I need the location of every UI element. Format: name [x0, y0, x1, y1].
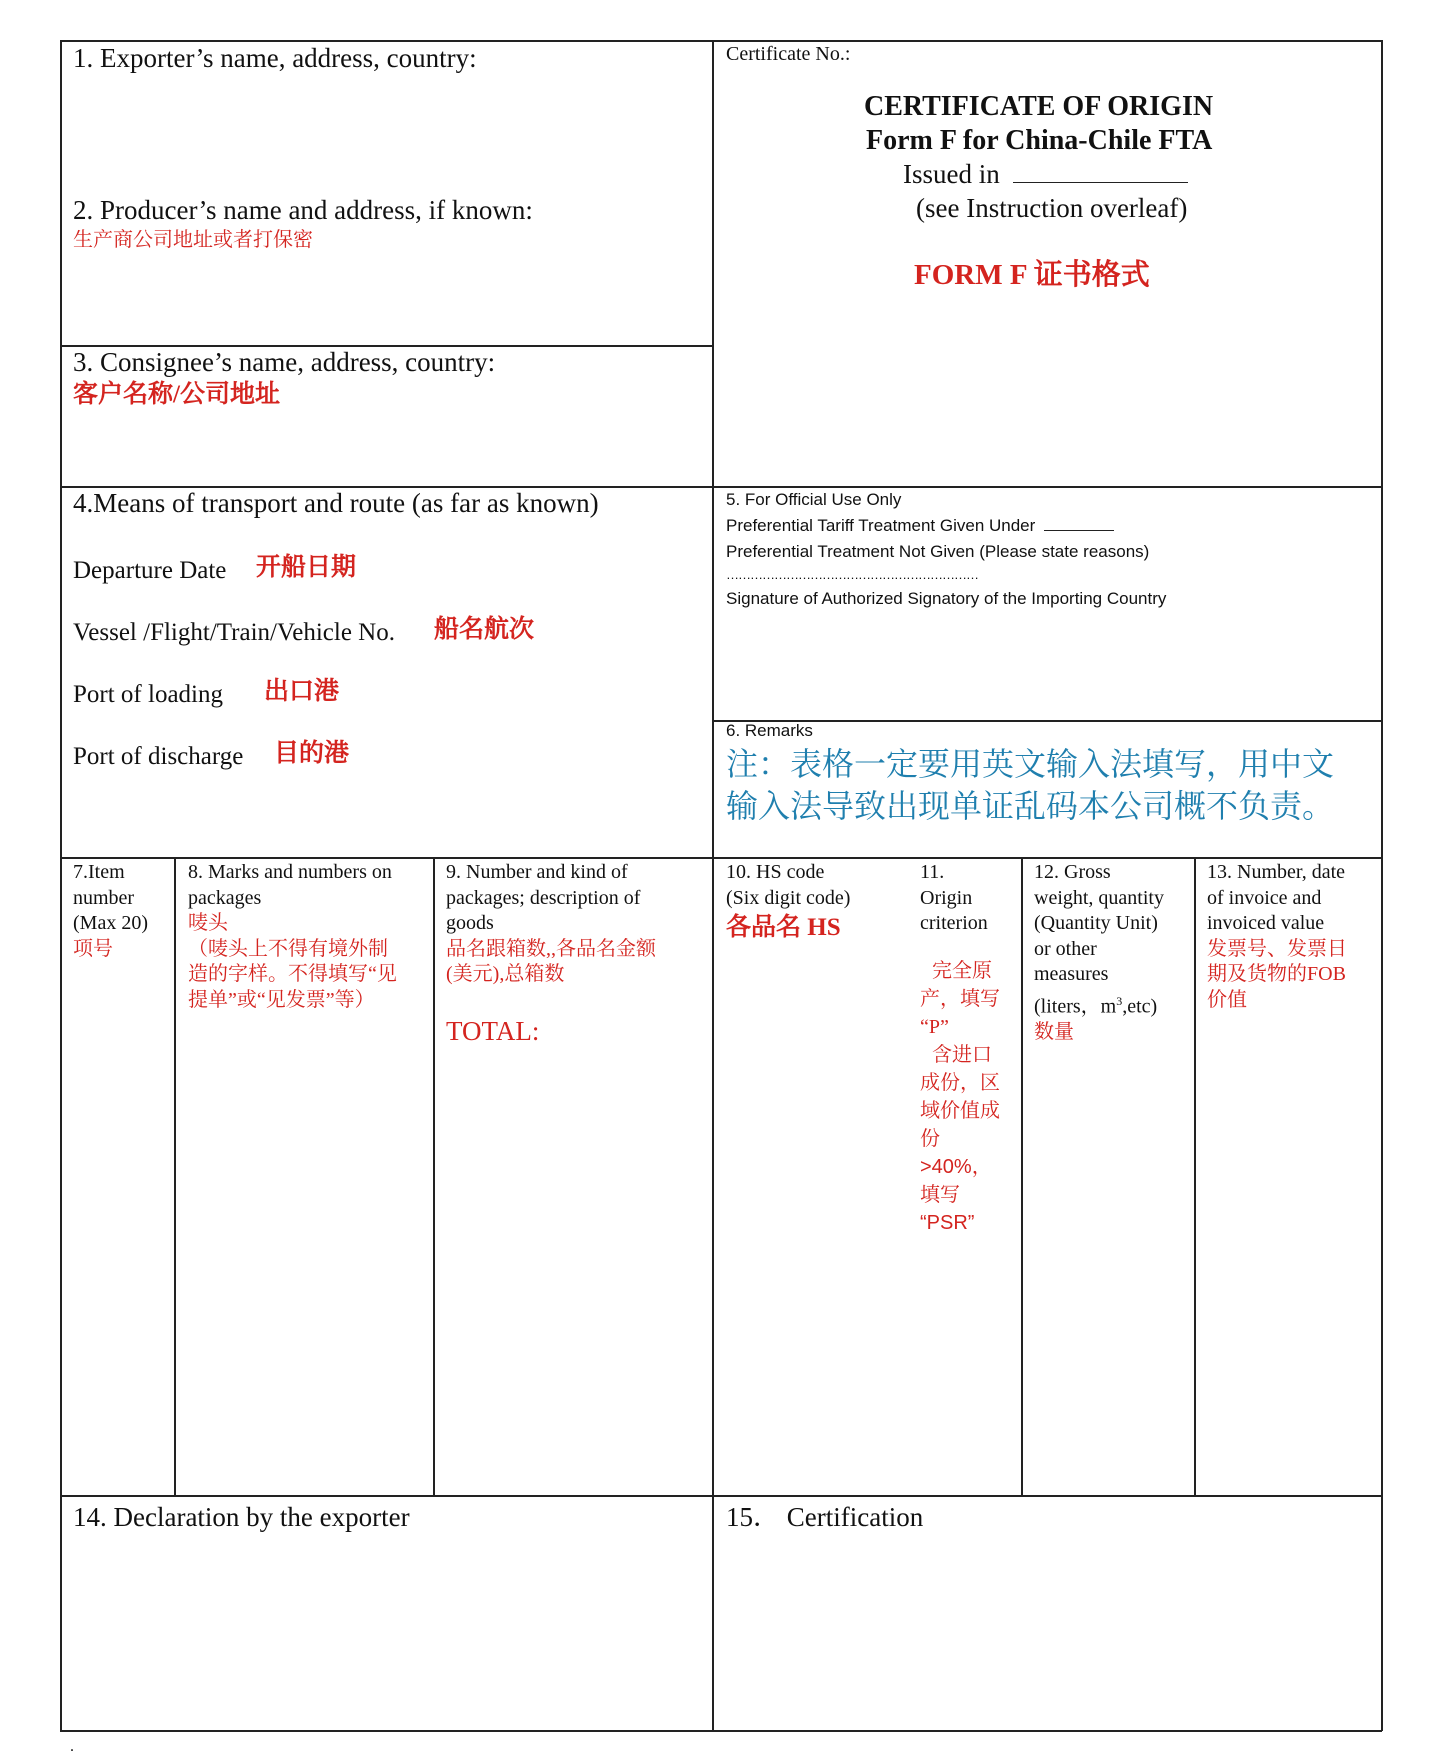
col8-note1: 唛头 [188, 912, 228, 935]
col13-note2: 期及货物的FOB [1207, 963, 1346, 986]
remarks-note-line1: 注：表格一定要用英文输入法填写，用中文 [726, 746, 1335, 782]
issued-in-blank [1013, 182, 1188, 183]
rule-left [60, 40, 62, 1731]
box2-label: 2. Producer’s name and address, if known: [73, 195, 533, 225]
importing-signature-label: Signature of Authorized Signatory of the Importing Country [726, 589, 1167, 608]
col9-note2: (美元),总箱数 [446, 963, 565, 986]
rule-middle [712, 40, 714, 1731]
rule-top [60, 40, 1382, 42]
rule-col12-13 [1194, 857, 1196, 1495]
box14-label: 14. Declaration by the exporter [73, 1502, 410, 1532]
certificate-number-label: Certificate No.: [726, 43, 851, 65]
col12-line1: 12. Gross [1034, 861, 1111, 883]
col9-note1: 品名跟箱数,,各品名金额 [446, 937, 656, 960]
issued-in-row [903, 160, 1188, 190]
col13-line2: of invoice and [1207, 886, 1322, 909]
col11-note10: “PSR” [920, 1212, 975, 1234]
col8-line1: 8. Marks and numbers on [188, 861, 392, 883]
col13-line1: 13. Number, date [1207, 861, 1346, 883]
col11-line2: Origin [920, 886, 973, 909]
col7-line3: (Max 20) [73, 912, 148, 935]
col7-note: 项号 [73, 937, 113, 960]
col11-note5: 成份，区 [920, 1072, 1000, 1094]
col7-line1: 7.Item [73, 861, 125, 883]
col9-line3: goods [446, 912, 494, 935]
col10-line2: (Six digit code) [726, 886, 851, 909]
col7-line2: number [73, 886, 135, 909]
col12-note: 数量 [1034, 1021, 1074, 1044]
col11-line3: criterion [920, 912, 988, 935]
issued-in-label: Issued in [903, 159, 1000, 189]
col8-header [188, 860, 397, 1014]
col11-note7: 份 [920, 1128, 940, 1150]
rule-bottom [60, 1730, 1382, 1732]
rule-col8-9 [433, 857, 435, 1495]
col12-header [1034, 860, 1164, 1046]
departure-date-note: 开船日期 [256, 554, 357, 581]
certificate-subtitle: Form F for China-Chile FTA [866, 125, 1213, 156]
col13-note3: 价值 [1207, 988, 1247, 1011]
form-format-note: FORM F 证书格式 [914, 259, 1150, 291]
col12-line2: weight, quantity [1034, 886, 1164, 909]
box1-label: 1. Exporter’s name, address, country: [73, 43, 477, 73]
box15-label: 15． Certification [726, 1502, 924, 1532]
col11-note1: 完全原 [932, 960, 992, 982]
col9-header [446, 860, 656, 988]
vessel-note: 船名航次 [434, 616, 535, 643]
rule-right [1381, 40, 1383, 1731]
col12-line6-a: (liters，m [1034, 995, 1117, 1018]
rule-box6-top [713, 720, 1382, 722]
instruction-note: (see Instruction overleaf) [916, 193, 1188, 223]
box3-label: 3. Consignee’s name, address, country: [73, 347, 496, 377]
col11-note6: 域价值成 [920, 1100, 1000, 1122]
col9-total: TOTAL: [446, 1016, 540, 1046]
col12-line6 [1034, 994, 1164, 1020]
col11-note4: 含进口 [932, 1044, 992, 1066]
vessel-label: Vessel /Flight/Train/Vehicle No. [73, 619, 395, 646]
port-discharge-note: 目的港 [274, 740, 350, 767]
box3-note: 客户名称/公司地址 [73, 381, 280, 408]
box6-label: 6. Remarks [726, 721, 813, 740]
port-discharge-label: Port of discharge [73, 743, 244, 770]
col12-line6-b: ,etc) [1122, 995, 1158, 1018]
col11-header [920, 860, 988, 937]
rule-table-bottom [60, 1495, 1382, 1497]
col11-note [920, 957, 1000, 1237]
box4-label: 4.Means of transport and route (as far as known) [73, 488, 599, 518]
col12-line6-sup: 3 [1116, 993, 1123, 1008]
port-loading-note: 出口港 [264, 678, 340, 705]
tariff-given-row [726, 517, 1114, 536]
signature-dots: ……………………………………………………… [726, 567, 978, 582]
col13-line3: invoiced value [1207, 912, 1325, 935]
remarks-note-line2: 输入法导致出现单证乱码本公司概不负责。 [726, 788, 1335, 824]
col8-note3: 造的字样。不得填写“见 [188, 963, 397, 986]
box2-note: 生产商公司地址或者打保密 [73, 229, 313, 251]
col11-note3: “P” [920, 1016, 949, 1038]
port-loading-label: Port of loading [73, 681, 223, 708]
footer-mark: . [70, 1738, 74, 1755]
col11-note2: 产，填写 [920, 988, 1000, 1010]
col11-note8: >40%， [920, 1156, 992, 1178]
col7-header [73, 860, 148, 962]
col9-line1: 9. Number and kind of [446, 861, 628, 883]
col13-note1: 发票号、发票日 [1207, 937, 1347, 960]
col9-line2: packages; description of [446, 886, 641, 909]
rule-col7-8 [174, 857, 176, 1495]
rule-col11-12 [1021, 857, 1023, 1495]
certificate-title: CERTIFICATE OF ORIGIN [864, 91, 1214, 122]
col8-note2: （唛头上不得有境外制 [188, 937, 388, 960]
col12-line3: (Quantity Unit) [1034, 912, 1158, 935]
col8-line2: packages [188, 886, 262, 909]
rule-table-top [60, 857, 1382, 859]
tariff-given-blank [1044, 530, 1114, 531]
col10-header [726, 860, 850, 911]
col11-line1: 11. [920, 861, 945, 883]
col12-line5: measures [1034, 963, 1109, 986]
col12-line4: or other [1034, 937, 1097, 960]
col8-note4: 提单”或“见发票”等） [188, 988, 375, 1011]
col10-note: 各品名 HS [726, 914, 841, 941]
box5-label: 5. For Official Use Only [726, 490, 902, 509]
departure-date-label: Departure Date [73, 557, 227, 584]
col10-line1: 10. HS code [726, 861, 825, 883]
treatment-not-given: Preferential Treatment Not Given (Please state reasons) [726, 542, 1150, 561]
col13-header [1207, 860, 1347, 1014]
tariff-given-label: Preferential Tariff Treatment Given Under [726, 516, 1036, 535]
col11-note9: 填写 [920, 1184, 960, 1206]
